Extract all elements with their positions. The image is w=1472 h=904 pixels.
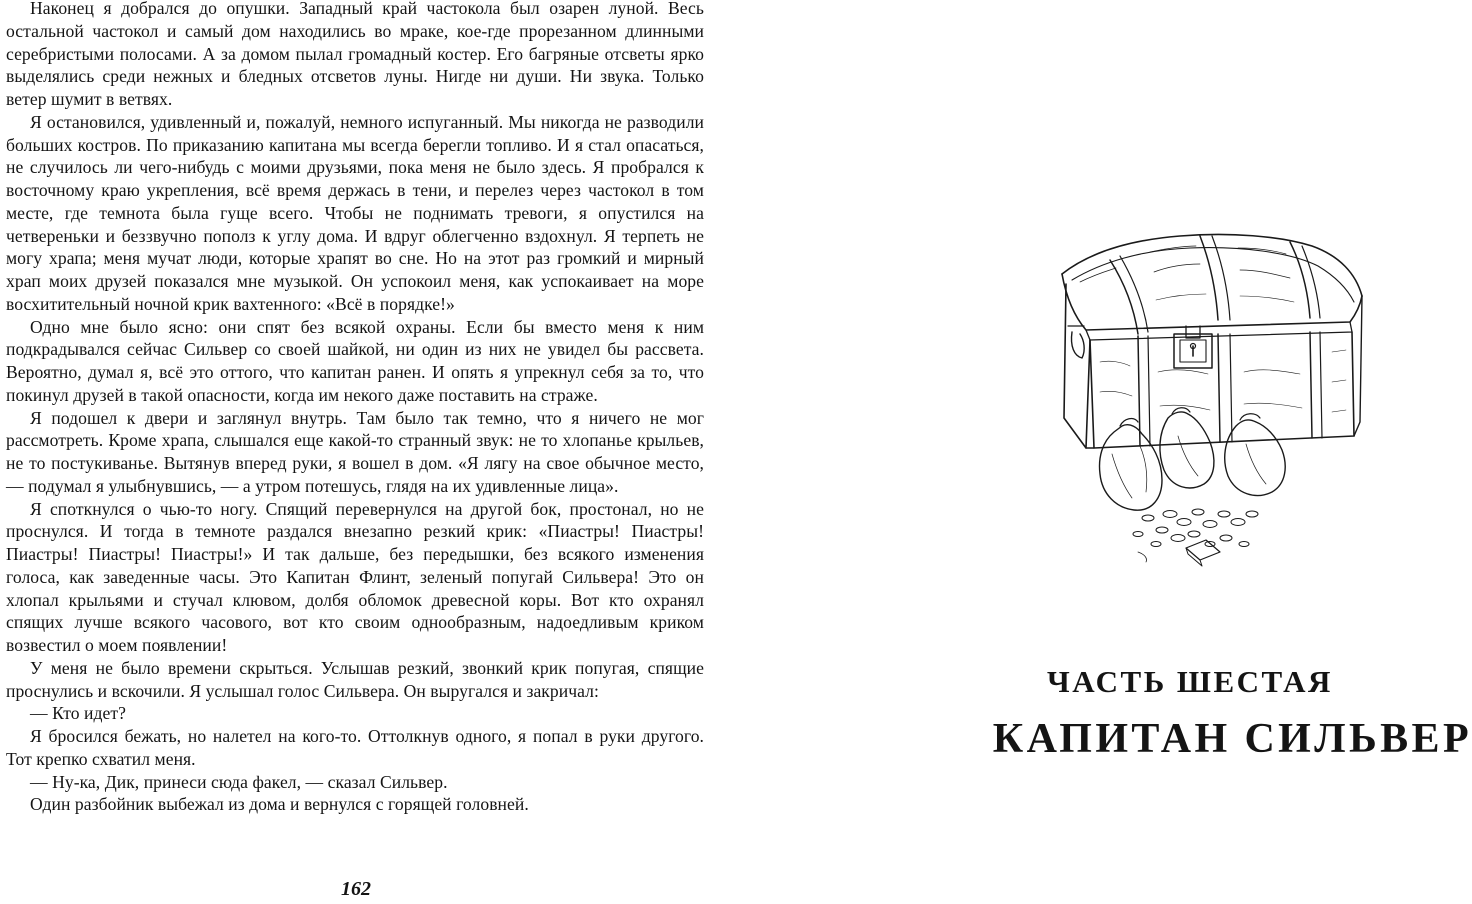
page-number: 162	[341, 878, 371, 900]
paragraph: Я подошел к двери и заглянул внутрь. Там было так темно, что я ничего не мог рассмотреть. Кроме храпа, слышался еще какой-то странный звук: не то хлопанье крыльев, не то постукиванье. Вытянув вперед руки, я вошел в дом. «Я лягу на свое обычное место, — подумал я улыбнувшись, — а утром потешусь, глядя на их удивленные лица».	[6, 407, 704, 496]
right-page	[740, 0, 1472, 904]
part-title: КАПИТАН СИЛЬВЕР	[992, 716, 1472, 762]
paragraph: Одно мне было ясно: они спят без всякой охраны. Если бы вместо меня к ним подкрадывался сейчас Сильвер со своей шайкой, ни один из них не увидел бы рассвета. Вероятно, думал я, всё это оттого, что капитан ранен. И опять я упрекнул себя за то, что покинул друзей в такой опасности, когда им некого даже поставить на страже.	[6, 316, 704, 405]
paragraph: У меня не было времени скрыться. Услышав резкий, звонкий крик попугая, спящие проснулись и вскочили. Я услышал голос Сильвера. Он выругался и закричал:	[6, 657, 704, 701]
paragraph: Я споткнулся о чью-то ногу. Спящий перевернулся на другой бок, простонал, но не проснулся. И тогда в темноте раздался внезапно резкий крик: «Пиастры! Пиастры! Пиастры! Пиастры! Пиастры!» И так дальше, без передышки, без всякого изменения голоса, как заведенные часы. Это Капитан Флинт, зеленый попугай Сильвера! Это он хлопал крыльями и стучал клювом, долбя обломок древесной коры. Вот кто охранял спящих лучше всякого часового, вот кто своим однообразным, надоедливым криком возвестил о моем появлении!	[6, 498, 704, 655]
paragraph: Я остановился, удивленный и, пожалуй, немного испуганный. Мы никогда не разводили больших костров. По приказанию капитана мы всегда берегли топливо. И я стал опасаться, не случилось ли чего-нибудь с моими друзьями, пока меня не было здесь. Я пробрался к восточному краю укрепления, всё время держась в тени, и перелез через частокол в том месте, где темнота была гуще всего. Чтобы не поднимать тревоги, я опустился на четвереньки и беззвучно пополз к углу дома. И вдруг облегченно вздохнул. Я терпеть не могу храпа; меня мучат люди, которые храпят во сне. Но на этот раз громкий и мирный храп моих друзей показался мне музыкой. Он успокоил меня, как успокаивает на море восхитительный ночной крик вахтенного: «Всё в порядке!»	[6, 111, 704, 314]
body-text	[6, 0, 704, 816]
part-label: ЧАСТЬ ШЕСТАЯ	[1047, 664, 1333, 699]
paragraph: Наконец я добрался до опушки. Западный край частокола был озарен луной. Весь остальной частокол и самый дом находились во мраке, кое-где прорезанном длинными серебристыми полосами. А за домом пылал громадный костер. Его багряные отсветы ярко выделялись среди нежных и бледных отсветов луны. Нигде ни души. Ни звука. Только ветер шумит в ветвях.	[6, 0, 704, 109]
treasure-chest-illustration	[1050, 222, 1380, 568]
paragraph: Я бросился бежать, но налетел на кого-то. Оттолкнув одного, я попал в руки другого. Тот крепко схватил меня.	[6, 726, 704, 769]
dialogue-line: — Кто идет?	[30, 703, 126, 724]
dialogue-line: — Ну-ка, Дик, принеси сюда факел, — сказал Сильвер.	[30, 771, 448, 792]
paragraph: Один разбойник выбежал из дома и вернулся с горящей головней.	[30, 794, 529, 815]
